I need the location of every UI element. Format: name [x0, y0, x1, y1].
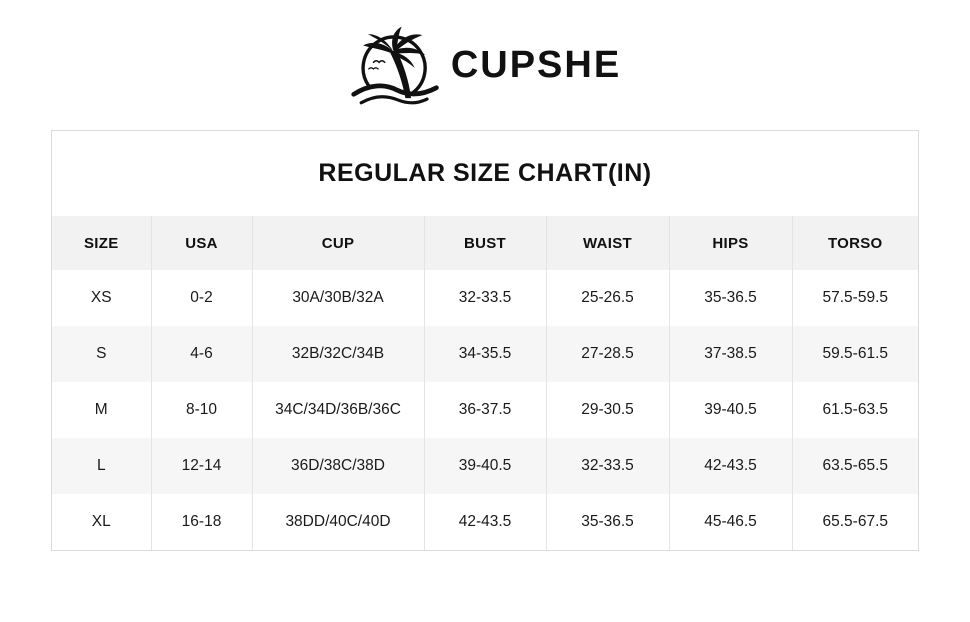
palm-tree-beach-icon [349, 24, 443, 112]
cell-size: M [52, 382, 151, 438]
size-chart-title: REGULAR SIZE CHART(IN) [318, 159, 652, 187]
cell-usa: 16-18 [151, 494, 252, 550]
column-header-torso: TORSO [792, 216, 918, 270]
size-chart-table [52, 216, 918, 550]
table-row-l [52, 438, 918, 494]
cell-cup: 38DD/40C/40D [252, 494, 424, 550]
cell-bust: 36-37.5 [424, 382, 546, 438]
cell-cup: 30A/30B/32A [252, 270, 424, 326]
table-row-m [52, 382, 918, 438]
cell-usa: 0-2 [151, 270, 252, 326]
column-header-cup: CUP [252, 216, 424, 270]
cell-hips: 37-38.5 [669, 326, 792, 382]
table-row-xl [52, 494, 918, 550]
column-header-size: SIZE [52, 216, 151, 270]
cell-waist: 29-30.5 [546, 382, 669, 438]
column-header-usa: USA [151, 216, 252, 270]
cell-size: XL [52, 494, 151, 550]
cell-usa: 8-10 [151, 382, 252, 438]
cell-torso: 63.5-65.5 [792, 438, 918, 494]
cell-cup: 34C/34D/36B/36C [252, 382, 424, 438]
cell-hips: 35-36.5 [669, 270, 792, 326]
cell-cup: 32B/32C/34B [252, 326, 424, 382]
cell-usa: 12-14 [151, 438, 252, 494]
cell-hips: 39-40.5 [669, 382, 792, 438]
cell-usa: 4-6 [151, 326, 252, 382]
cell-waist: 25-26.5 [546, 270, 669, 326]
header-row [52, 216, 918, 270]
cell-size: XS [52, 270, 151, 326]
cell-bust: 34-35.5 [424, 326, 546, 382]
cell-cup: 36D/38C/38D [252, 438, 424, 494]
cell-hips: 45-46.5 [669, 494, 792, 550]
size-chart-card [51, 130, 919, 551]
cell-torso: 59.5-61.5 [792, 326, 918, 382]
cell-bust: 42-43.5 [424, 494, 546, 550]
cell-bust: 39-40.5 [424, 438, 546, 494]
cell-hips: 42-43.5 [669, 438, 792, 494]
brand-header [0, 22, 970, 114]
cell-torso: 57.5-59.5 [792, 270, 918, 326]
cell-waist: 35-36.5 [546, 494, 669, 550]
column-header-waist: WAIST [546, 216, 669, 270]
cell-torso: 65.5-67.5 [792, 494, 918, 550]
cell-size: S [52, 326, 151, 382]
column-header-bust: BUST [424, 216, 546, 270]
cell-waist: 27-28.5 [546, 326, 669, 382]
cell-waist: 32-33.5 [546, 438, 669, 494]
column-header-hips: HIPS [669, 216, 792, 270]
brand-wordmark: CUPSHE [450, 44, 622, 86]
cell-size: L [52, 438, 151, 494]
table-row-xs [52, 270, 918, 326]
table-row-s [52, 326, 918, 382]
cell-torso: 61.5-63.5 [792, 382, 918, 438]
cell-bust: 32-33.5 [424, 270, 546, 326]
